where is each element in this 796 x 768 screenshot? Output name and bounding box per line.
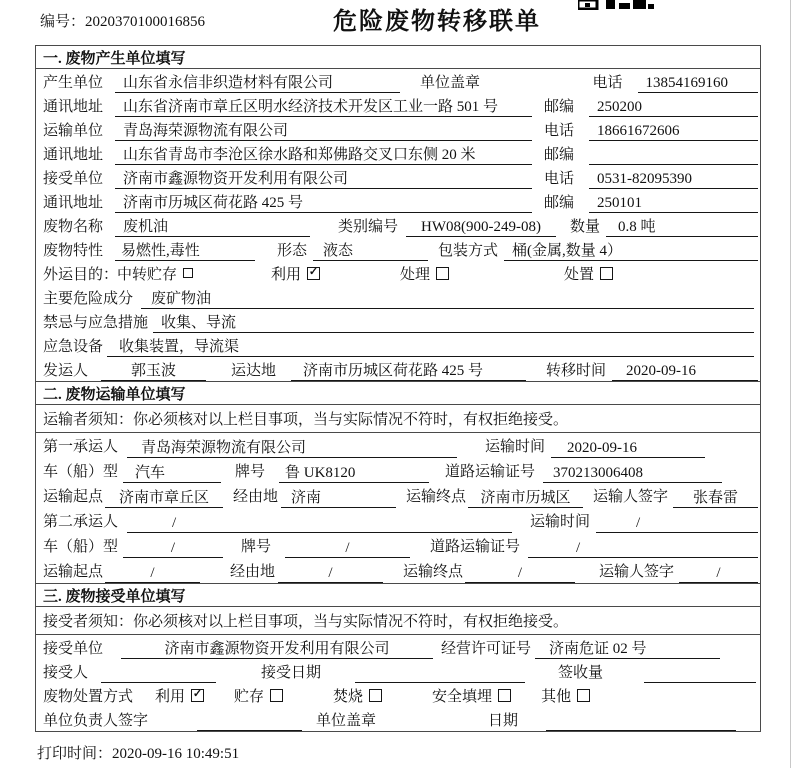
vehicle2-field: / (123, 538, 223, 558)
taboo-label: 禁忌与应急措施 (43, 314, 149, 331)
equip-field: 收集装置，导流渠 (107, 337, 754, 357)
origin2-field: / (105, 563, 200, 583)
form-field: 液态 (313, 241, 428, 261)
shipper-field: 郭玉波 (101, 361, 206, 381)
hazard-row (36, 285, 760, 309)
receiver-address-label: 通讯地址 (43, 194, 104, 211)
serial-label: 编号： (40, 14, 86, 30)
scan-edge-line (790, 0, 791, 768)
transporter-zip-label: 邮编 (544, 146, 575, 163)
print-time (37, 742, 239, 763)
category-field: HW08(900-249-08) (406, 217, 556, 237)
purpose-treat-label: 处理 (400, 266, 431, 283)
origin1-field: 济南市章丘区 (105, 488, 223, 508)
responsible-row (36, 707, 760, 731)
print-time-value: 2020-09-16 10:49:51 (112, 746, 240, 762)
disposal-burn-label: 焚烧 (333, 688, 364, 705)
unit-seal-label: 单位盖章 (316, 712, 377, 729)
waste-name-label: 废物名称 (43, 218, 104, 235)
transfer-time-field: 2020-09-16 (612, 361, 758, 381)
transport-time2-field: / (596, 513, 758, 533)
disposal-use-checkbox (191, 689, 204, 702)
serial-value: 2020370100016856 (85, 14, 206, 30)
accept-unit-field: 济南市鑫源物资开发利用有限公司 (121, 639, 433, 659)
date-label: 日期 (488, 712, 519, 729)
serial-number (40, 10, 205, 31)
sign1-label: 运输人签字 (593, 489, 669, 505)
transporter-address-row (36, 141, 760, 165)
responsible-sign-field (197, 711, 302, 731)
packing-field: 桶(金属,数量 4） (504, 241, 758, 261)
page-title: 危险废物转移联单 (333, 9, 541, 35)
route2-row (36, 558, 760, 583)
sign-qty-field (644, 663, 756, 683)
acceptor-row (36, 659, 760, 683)
receiver-phone-label: 电话 (544, 170, 575, 187)
license-field: 济南危证 02 号 (535, 639, 720, 659)
transport-time2-label: 运输时间 (530, 514, 591, 530)
receiver-label: 接受单位 (43, 170, 104, 187)
equip-label: 应急设备 (43, 338, 104, 355)
end1-label: 运输终点 (406, 489, 467, 505)
sign2-label: 运输人签字 (599, 564, 675, 580)
end1-field: 济南市历城区 (468, 488, 583, 508)
transporter-phone-label: 电话 (544, 122, 575, 139)
waste-name-field: 废机油 (115, 217, 310, 237)
accept-unit-label: 接受单位 (43, 640, 104, 657)
disposal-store-checkbox (270, 689, 283, 702)
end2-label: 运输终点 (403, 564, 464, 580)
transporter-zip-field (589, 145, 758, 165)
dest-field: 济南市历城区荷花路 425 号 (291, 361, 526, 381)
transporter-phone-field: 18661672606 (589, 121, 758, 141)
producer-phone-label: 电话 (592, 74, 623, 91)
disposal-burn-checkbox (369, 689, 382, 702)
responsible-label: 单位负责人签字 (43, 712, 149, 729)
left-part (43, 143, 544, 164)
receiver-row (36, 165, 760, 189)
end2-field: / (465, 563, 575, 583)
hazard-field: 废矿物油 (141, 289, 754, 309)
producer-address-row (36, 93, 760, 117)
purpose-transfer-label: 中转贮存 (117, 266, 178, 283)
qr-code-partial (578, 0, 654, 10)
waste-trait-row (36, 237, 760, 261)
trait-field: 易燃性,毒性 (115, 241, 255, 261)
road-permit2-field: / (528, 538, 758, 558)
carrier1-row (36, 433, 760, 458)
disposal-label: 废物处置方式 (43, 688, 134, 705)
transporter-address-field: 山东省青岛市李沧区徐水路和郑佛路交叉口东侧 20 米 (115, 145, 532, 165)
accept-date-field (355, 663, 525, 683)
acceptor-field (101, 663, 216, 683)
disposal-landfill-checkbox (498, 689, 511, 702)
vehicle1-row (36, 458, 760, 483)
hazard-label: 主要危险成分 (43, 290, 134, 307)
purpose-treat-checkbox (436, 267, 449, 280)
producer-field: 山东省永信非织造材料有限公司 (115, 73, 400, 93)
disposal-use-label: 利用 (155, 688, 186, 705)
purpose-use-label: 利用 (271, 266, 302, 283)
sign-qty-label: 签收量 (558, 664, 604, 681)
carrier2-row (36, 508, 760, 533)
print-time-label: 打印时间： (37, 746, 113, 762)
transporter-field: 青岛海荣源物流有限公司 (115, 121, 532, 141)
form-table (35, 45, 761, 732)
accept-date-label: 接受日期 (261, 664, 322, 681)
purpose-label: 外运目的： (43, 266, 119, 283)
section1-header: 一. 废物产生单位填写 (36, 46, 760, 69)
transporter-row (36, 117, 760, 141)
transport-time1-label: 运输时间 (485, 439, 546, 455)
disposal-other-checkbox (577, 689, 590, 702)
via1-field: 济南 (281, 488, 396, 508)
shipper-label: 发运人 (43, 362, 89, 379)
vehicle2-row (36, 533, 760, 558)
license-label: 经营许可证号 (441, 640, 532, 657)
transport-time1-field: 2020-09-16 (551, 438, 705, 458)
origin2-label: 运输起点 (43, 564, 104, 580)
route1-row (36, 483, 760, 508)
disposal-landfill-label: 安全填埋 (432, 688, 493, 705)
plate2-label: 牌号 (241, 539, 272, 555)
receiver-phone-field: 0531-82095390 (589, 169, 758, 189)
producer-label: 产生单位 (43, 74, 104, 91)
vehicle1-field: 汽车 (123, 463, 221, 483)
producer-zip-label: 邮编 (544, 98, 575, 115)
disposal-store-label: 贮存 (234, 688, 265, 705)
left-part (43, 191, 544, 212)
disposal-other-label: 其他 (541, 688, 572, 705)
carrier2-label: 第二承运人 (43, 514, 119, 530)
road-permit1-label: 道路运输证号 (445, 464, 536, 480)
plate2-field: / (285, 538, 410, 558)
receiver-zip-field: 250101 (589, 193, 758, 213)
plate1-label: 牌号 (235, 464, 266, 480)
accept-unit-row (36, 635, 760, 659)
via2-label: 经由地 (230, 564, 276, 580)
via1-label: 经由地 (233, 489, 279, 505)
transfer-time-label: 转移时间 (546, 362, 607, 379)
section2-header: 二. 废物运输单位填写 (36, 381, 760, 405)
origin1-label: 运输起点 (43, 489, 104, 505)
vehicle1-label: 车（船）型 (43, 464, 119, 480)
left-part (43, 167, 544, 188)
sign2-field: / (679, 563, 758, 583)
purpose-row (36, 261, 760, 285)
equip-row (36, 333, 760, 357)
carrier1-label: 第一承运人 (43, 439, 119, 455)
left-part (43, 119, 544, 140)
waste-name-row (36, 213, 760, 237)
quantity-field: 0.8 吨 (606, 217, 758, 237)
quantity-label: 数量 (570, 218, 601, 235)
form-label: 形态 (277, 242, 308, 259)
producer-row (36, 69, 760, 93)
carrier1-field: 青岛海荣源物流有限公司 (127, 438, 457, 458)
road-permit1-field: 370213006408 (543, 463, 722, 483)
receiver-field: 济南市鑫源物资开发利用有限公司 (115, 169, 532, 189)
section3-header: 三. 废物接受单位填写 (36, 583, 760, 607)
purpose-transfer-checkbox (183, 268, 193, 278)
carrier2-field: / (127, 513, 512, 533)
receiver-address-row (36, 189, 760, 213)
receiver-zip-label: 邮编 (544, 194, 575, 211)
via2-field: / (278, 563, 383, 583)
acceptor-label: 接受人 (43, 664, 89, 681)
seal-label: 单位盖章 (420, 74, 481, 91)
left-part (43, 95, 544, 116)
purpose-use-checkbox (307, 267, 320, 280)
road-permit2-label: 道路运输证号 (430, 539, 521, 555)
sign1-field: 张春雷 (673, 488, 758, 508)
taboo-row (36, 309, 760, 333)
producer-zip-field: 250200 (589, 97, 758, 117)
purpose-dispose-label: 处置 (564, 266, 595, 283)
plate1-field: 鲁 UK8120 (279, 463, 429, 483)
packing-label: 包装方式 (438, 242, 499, 259)
category-label: 类别编号 (338, 218, 399, 235)
producer-address-field: 山东省济南市章丘区明水经济技术开发区工业一路 501 号 (115, 97, 532, 117)
transporter-label: 运输单位 (43, 122, 104, 139)
transporter-address-label: 通讯地址 (43, 146, 104, 163)
taboo-field: 收集、导流 (153, 313, 754, 333)
receiver-address-field: 济南市历城区荷花路 425 号 (115, 193, 532, 213)
section3-notice: 接受者须知：你必须核对以上栏目事项，当与实际情况不符时，有权拒绝接受。 (36, 607, 760, 635)
disposal-row (36, 683, 760, 707)
trait-label: 废物特性 (43, 242, 104, 259)
purpose-dispose-checkbox (600, 267, 613, 280)
producer-phone-field: 13854169160 (638, 73, 759, 93)
vehicle2-label: 车（船）型 (43, 539, 119, 555)
date-field (546, 711, 736, 731)
dest-label: 运达地 (231, 362, 277, 379)
producer-address-label: 通讯地址 (43, 98, 104, 115)
section2-notice: 运输者须知：你必须核对以上栏目事项，当与实际情况不符时，有权拒绝接受。 (36, 405, 760, 433)
shipper-row (36, 357, 760, 381)
